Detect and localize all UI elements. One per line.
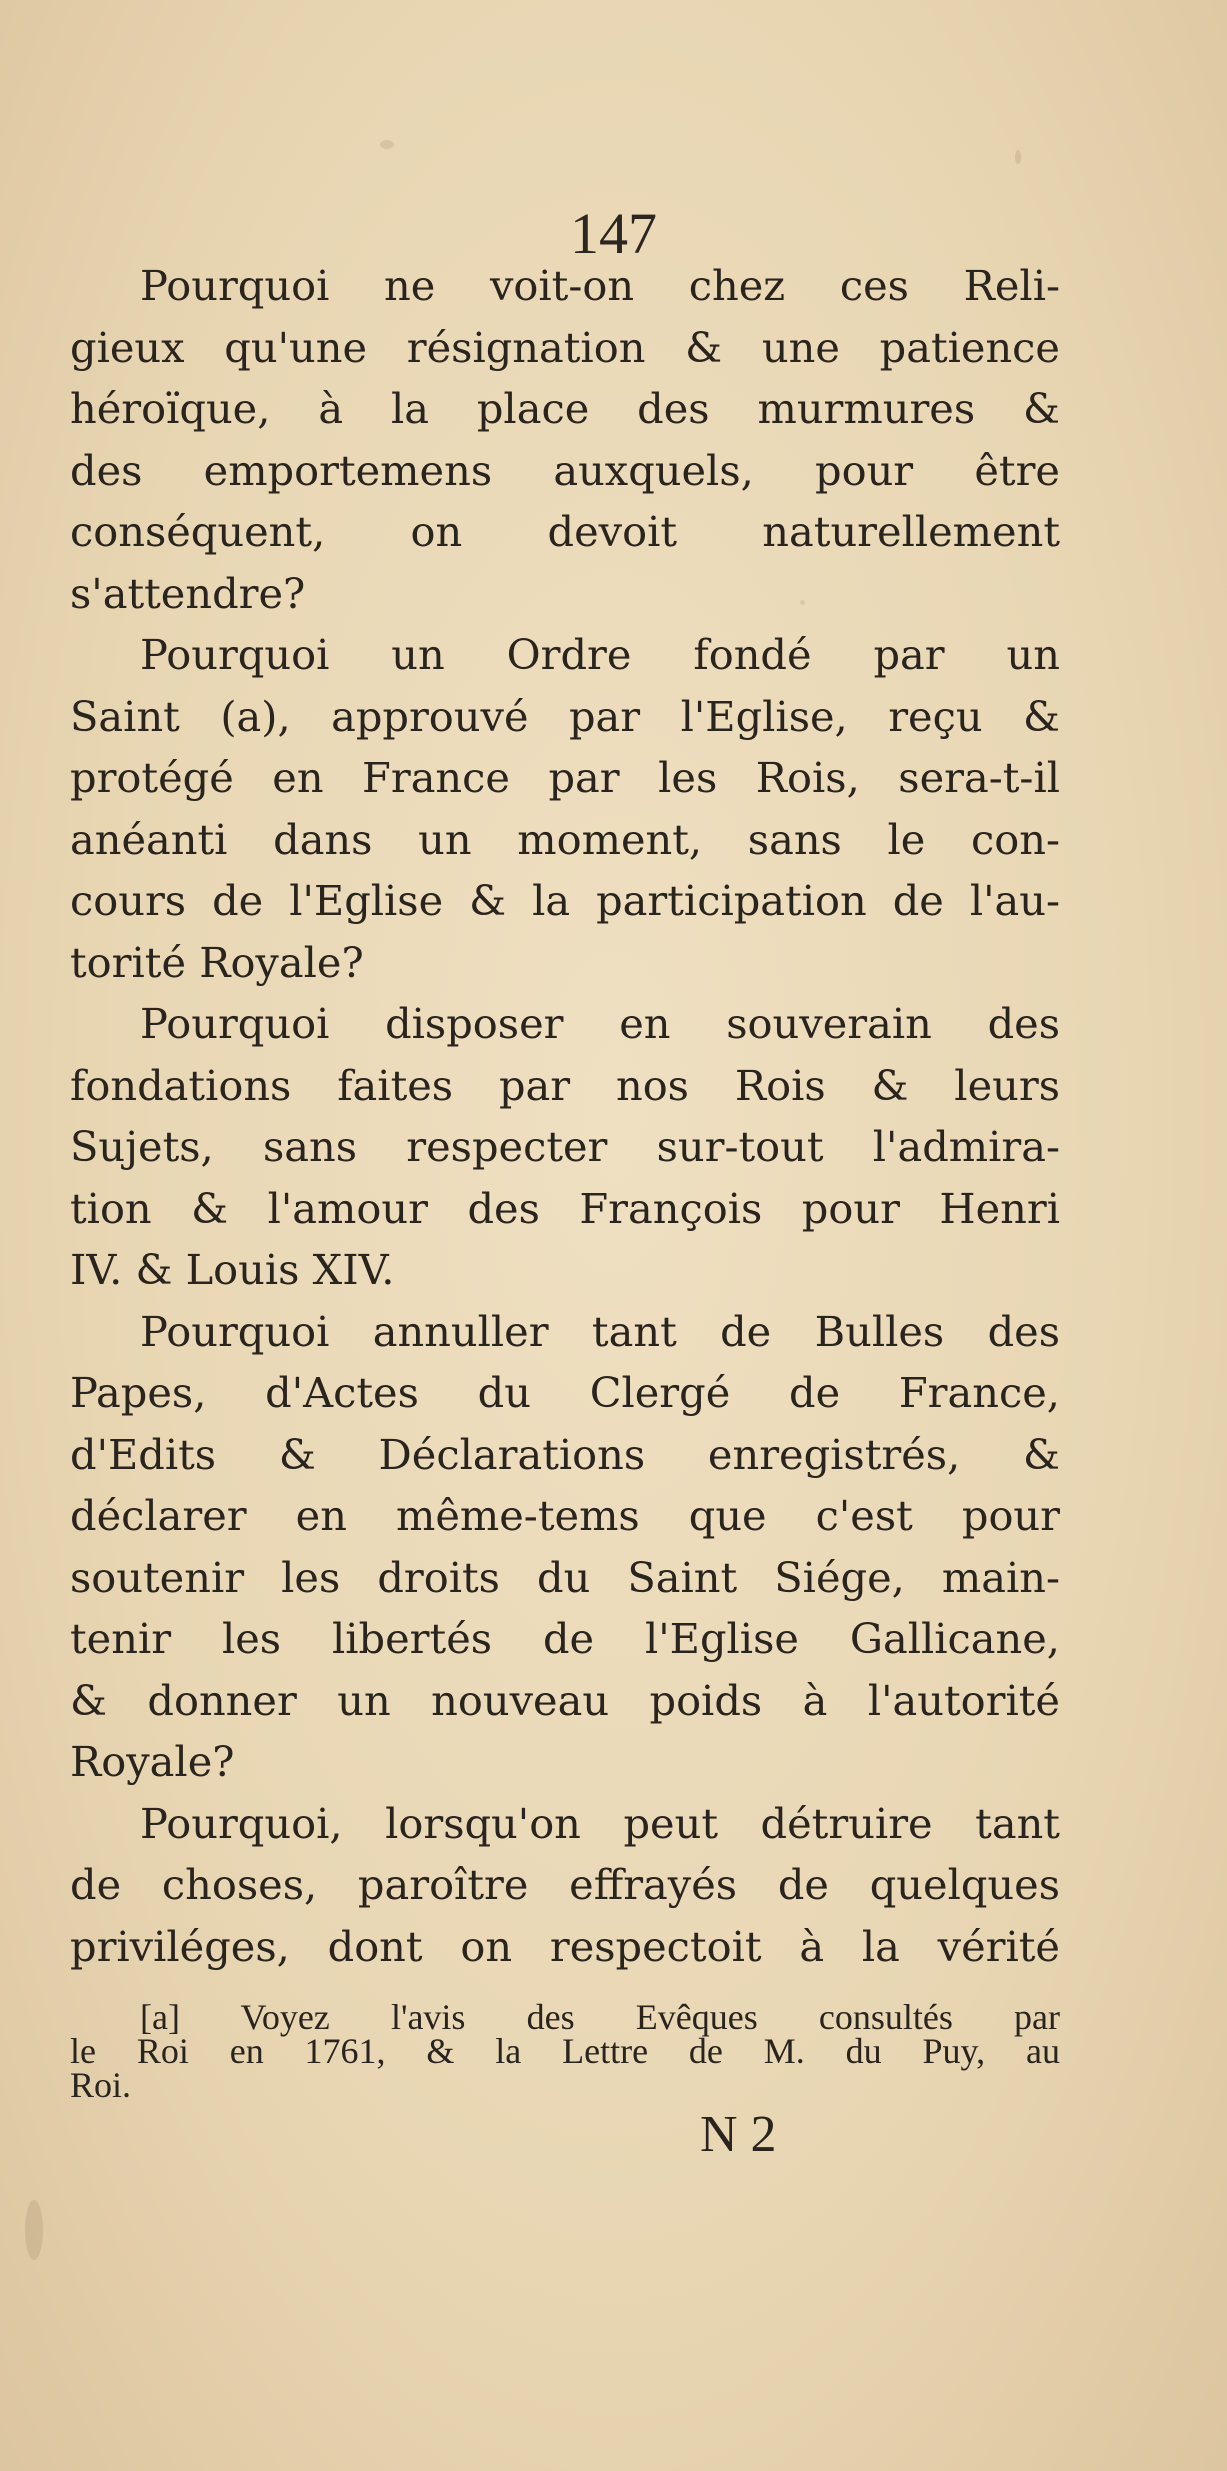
text-line: soutenir les droits du Saint Siége, main- (70, 1552, 1060, 1602)
body-text (70, 255, 1060, 1977)
text-line: tenir les libertés de l'Eglise Gallicane, (70, 1614, 1060, 1663)
footnote-line: le Roi en 1761, & la Lettre de M. du Puy, au (70, 2031, 1060, 2071)
text-line: fondations faites par nos Rois & leurs (70, 1060, 1060, 1110)
text-line: d'Edits & Déclarations enregistrés, & (70, 1429, 1060, 1479)
text-line: conséquent, on devoit naturellement (70, 507, 1060, 556)
text-line: tion & l'amour des François pour Henri (70, 1183, 1060, 1233)
text-line: Pourquoi un Ordre fondé par un (140, 630, 1060, 679)
paper-stain (25, 2200, 43, 2260)
text-line: Saint (a), approuvé par l'Eglise, reçu & (70, 691, 1060, 741)
paper-stain (380, 140, 394, 149)
page-number: 147 (570, 201, 657, 266)
text-line: de choses, paroître effrayés de quelques (70, 1860, 1060, 1909)
text-line: Pourquoi, lorsqu'on peut détruire tant (140, 1798, 1060, 1848)
text-line: protégé en France par les Rois, sera-t-il (70, 753, 1060, 802)
text-line: déclarer en même-tems que c'est pour (70, 1491, 1060, 1540)
text-line: s'attendre? (70, 568, 306, 618)
text-line: gieux qu'une résignation & une patience (70, 322, 1060, 372)
paragraph-5 (70, 1793, 1060, 1978)
text-line: torité Royale? (70, 937, 364, 987)
text-line: priviléges, dont on respectoit à la vérité (70, 1921, 1060, 1971)
text-line: anéanti dans un moment, sans le con- (70, 814, 1060, 864)
text-line: IV. & Louis XIV. (70, 1245, 395, 1294)
text-line: Royale? (70, 1737, 235, 1786)
footnote-line: Roi. (70, 2065, 132, 2105)
paragraph-2 (70, 624, 1060, 993)
text-line: Pourquoi ne voit-on chez ces Reli- (140, 261, 1060, 310)
text-line: & donner un nouveau poids à l'autorité (70, 1675, 1060, 1725)
paragraph-1 (70, 255, 1060, 624)
paragraph-4 (70, 1301, 1060, 1793)
paper-stain (1015, 150, 1021, 164)
text-line: Pourquoi disposer en souverain des (140, 999, 1060, 1048)
text-line: Papes, d'Actes du Clergé de France, (70, 1368, 1060, 1417)
footnote-line: [a] Voyez l'avis des Evêques consultés par (140, 1997, 1060, 2037)
text-line: héroïque, à la place des murmures & (70, 384, 1060, 433)
text-line: Pourquoi annuller tant de Bulles des (140, 1306, 1060, 1356)
footnote (70, 1997, 1060, 2105)
text-line: cours de l'Eglise & la participation de l'au- (70, 876, 1060, 925)
signature-mark: N 2 (700, 2106, 777, 2163)
text-line: Sujets, sans respecter sur-tout l'admira- (70, 1122, 1060, 1171)
text-line: des emportemens auxquels, pour être (70, 445, 1060, 495)
paragraph-3 (70, 993, 1060, 1301)
